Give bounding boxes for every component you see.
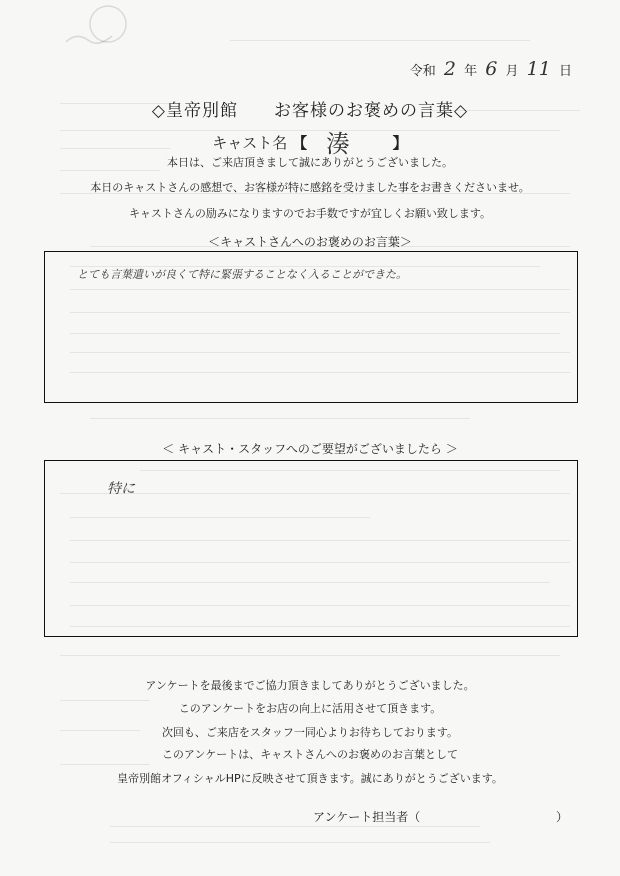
date-month: 6 bbox=[485, 58, 498, 80]
page-title: ◇皇帝別館 お客様のお褒めの言葉◇ bbox=[151, 101, 469, 121]
request-answer-box bbox=[44, 460, 578, 637]
praise-heading: ＜キャストさんへのお褒めのお言葉＞ bbox=[208, 235, 412, 249]
outro-line: アンケートを最後までご協力頂きましてありがとうございました。 bbox=[145, 679, 475, 692]
date-year: 2 bbox=[443, 58, 456, 80]
praise-answer-text: とても言葉遣いが良くて特に緊張することなく入ることができた。 bbox=[77, 268, 407, 281]
stamp-seal bbox=[60, 2, 144, 60]
cast-name-value: 湊 bbox=[325, 130, 350, 158]
intro-line: 本日のキャストさんの感想で、お客様が特に感銘を受けました事をお書きくださいませ。 bbox=[90, 181, 530, 194]
date-line bbox=[410, 58, 572, 80]
outro-line: 次回も、ご来店をスタッフ一同心よりお待ちしております。 bbox=[161, 726, 459, 739]
staff-close-paren: ） bbox=[556, 810, 569, 824]
intro-line: 本日は、ご来店頂きまして誠にありがとうございました。 bbox=[167, 156, 453, 169]
request-heading: ＜ キャスト・スタッフへのご要望がございましたら ＞ bbox=[162, 442, 458, 456]
date-month-unit: 月 bbox=[505, 64, 519, 79]
date-era: 令和 bbox=[409, 64, 436, 79]
outro-line: このアンケートをお店の向上に活用させて頂きます。 bbox=[178, 702, 442, 715]
cast-name-label: キャスト名 bbox=[212, 134, 288, 152]
cast-close-bracket: 】 bbox=[392, 134, 408, 152]
outro-line: このアンケートは、キャストさんへのお褒めのお言葉として bbox=[161, 748, 459, 761]
outro-line: 皇帝別館オフィシャルHPに反映させて頂きます。誠にありがとうございます。 bbox=[117, 772, 503, 785]
cast-open-bracket: 【 bbox=[292, 134, 308, 152]
intro-line: キャストさんの励みになりますのでお手数ですが宜しくお願い致します。 bbox=[128, 207, 492, 220]
praise-answer-box bbox=[44, 251, 578, 403]
date-day: 11 bbox=[526, 58, 551, 80]
request-answer-text: 特に bbox=[107, 481, 135, 497]
staff-label: アンケート担当者（ bbox=[313, 810, 421, 824]
date-year-unit: 年 bbox=[464, 64, 478, 79]
date-day-unit: 日 bbox=[558, 64, 572, 79]
